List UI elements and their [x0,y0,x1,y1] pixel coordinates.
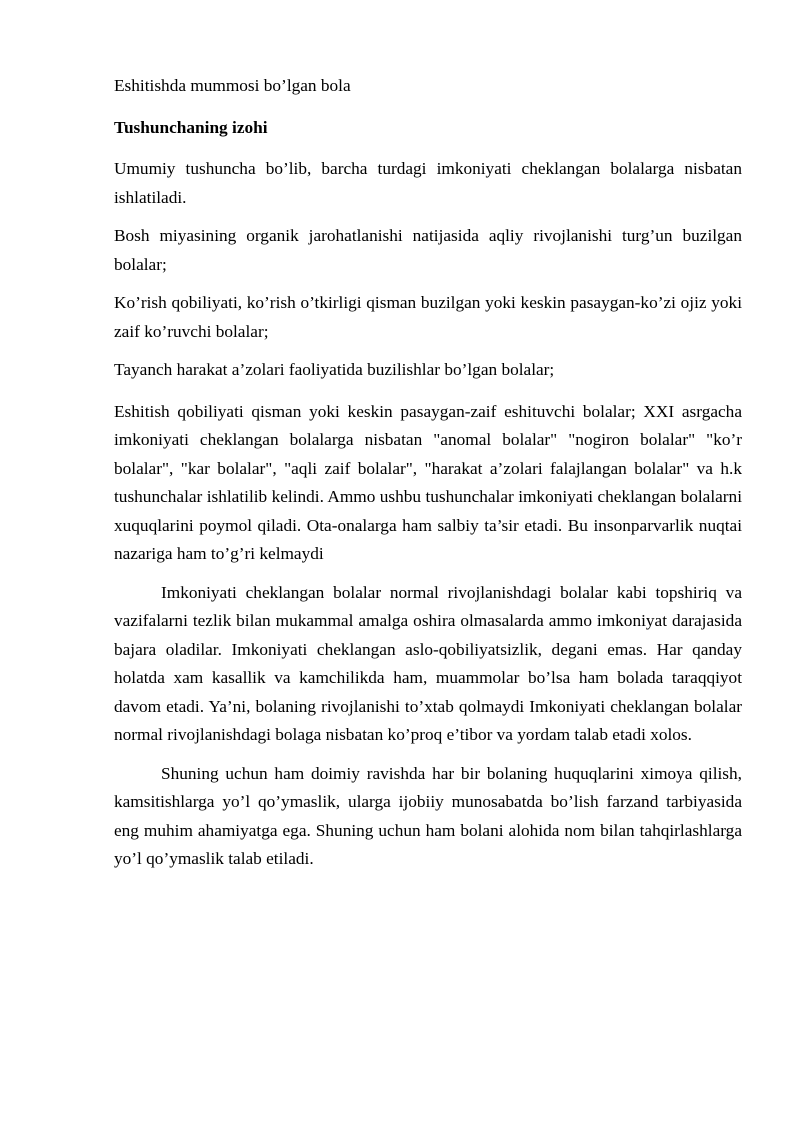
paragraph-motor: Tayanch harakat a’zolari faoliyatida buzilishlar bo’lgan bolalar; [114,360,555,379]
paragraph-abilities: Imkoniyati cheklangan bolalar normal rivojlanishdagi bolalar kabi topshiriq va vazifalarni tezlik bilan mukammal amalga oshira olmasalarda ammo imkoniyat darajasida bajara oladilar. Imkoniyati cheklangan aslo-qobiliyatsizlik, degani emas. Har qanday holatda xam kasallik va kamchilikda ham, muammolar bo’lsa ham bolada taraqqiyot davom etadi. Ya’ni, bolaning rivojlanishi to’xtab qolmaydi Imkoniyati cheklangan bolalar normal rivojlanishdagi bolaga nisbatan ko’proq e’tibor va yordam talab etadi xolos. [114,582,742,744]
paragraph-hearing: Eshitish qobiliyati qisman yoki keskin pasaygan-zaif eshituvchi bolalar; XXI asrgacha imkoniyati cheklangan bolalarga nisbatan "anomal bolalar" "nogiron bolalar" "ko’r bolalar", "kar bolalar", "aqli zaif bolalar", "harakat a’zolari falajlangan bolalar" va h.k tushunchalar ishlatilib kelindi. Ammo ushbu tushunchalar imkoniyati cheklangan bolalarni xuquqlarini poymol qiladi. Ota-onalarga ham salbiy ta’sir etadi. Bu insonparvarlik nuqtai nazariga ham to’g’ri kelmaydi [114,401,742,563]
paragraph-brain-damage: Bosh miyasining organik jarohatlanishi natijasida aqliy rivojlanishi turg’un buzilgan bolalar; [114,226,742,274]
paragraph-general-definition: Umumiy tushuncha bo’lib, barcha turdagi imkoniyati cheklangan bolalarga nisbatan ishlatiladi. [114,159,742,207]
document-page [114,72,742,884]
document-heading: Eshitishda mummosi bo’lgan bola [114,76,351,95]
paragraph-vision: Ko’rish qobiliyati, ko’rish o’tkirligi qisman buzilgan yoki keskin pasaygan-ko’zi ojiz yoki zaif ko’ruvchi bolalar; [114,293,742,341]
paragraph-rights: Shuning uchun ham doimiy ravishda har bir bolaning huquqlarini ximoya qilish, kamsitishlarga yo’l qo’ymaslik, ularga ijobiiy munosabatda bo’lish farzand tarbiyasida eng muhim ahamiyatga ega. Shuning uchun ham bolani alohida nom bilan tahqirlashlarga yo’l qo’ymaslik talab etiladi. [114,763,742,868]
section-title: Tushunchaning izohi [114,117,268,137]
